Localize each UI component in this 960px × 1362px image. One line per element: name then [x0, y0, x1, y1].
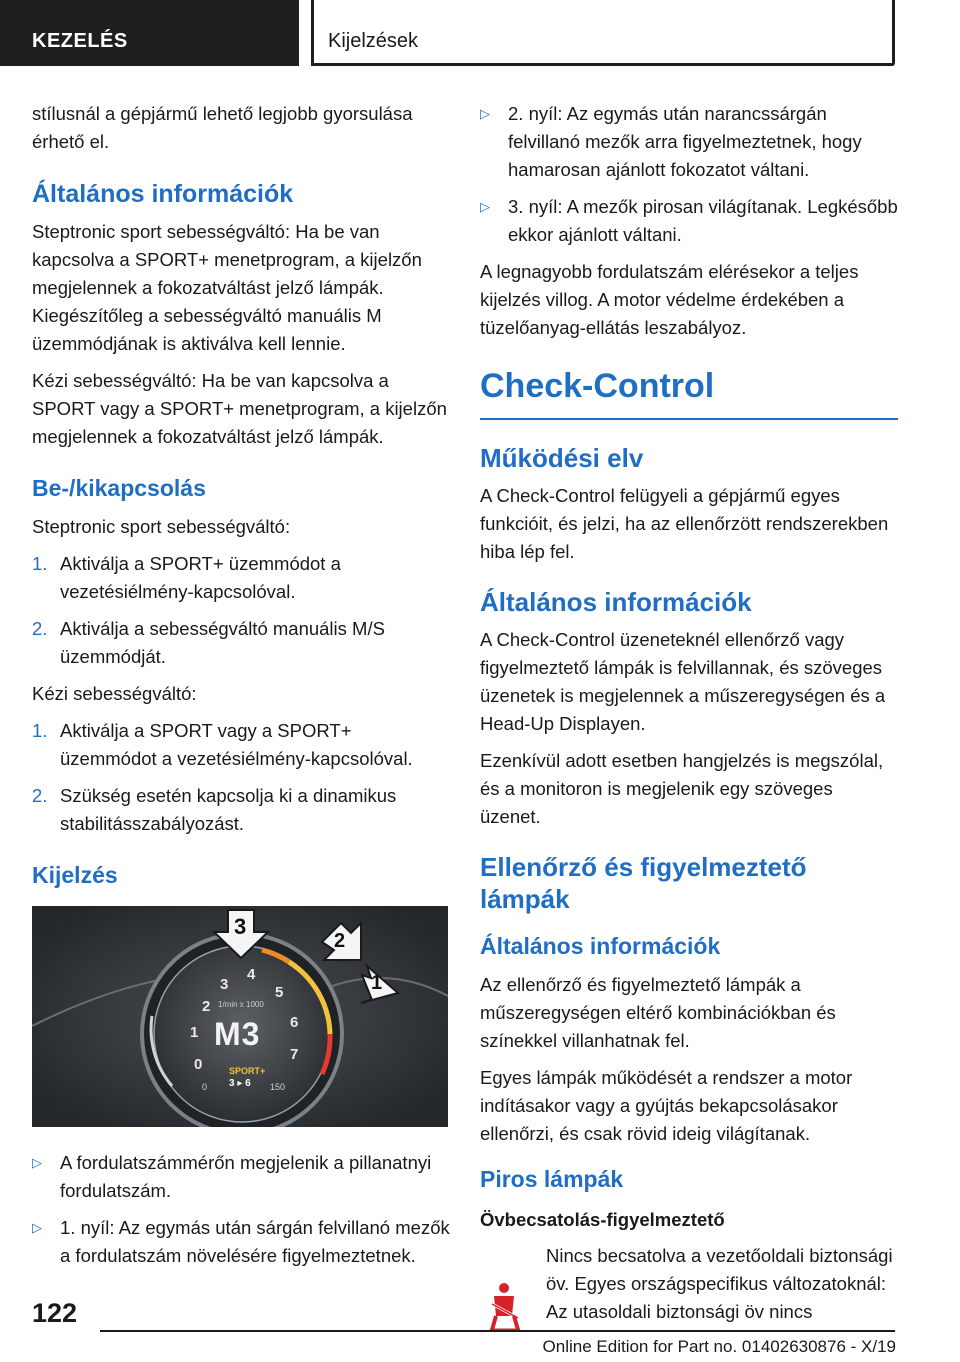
- arrow-label-1: 1: [371, 972, 383, 994]
- list-item: [32, 550, 450, 606]
- page-number: 122: [32, 1298, 78, 1328]
- general-paragraph-1: A Check-Control üzeneteknél ellenőrző vagy figyelmeztető lámpák is felvillannak, és szöveges üzenetek is megjelennek a műszeregységen és a Head-Up Displayen.: [480, 629, 886, 734]
- bullet-text: 3. nyíl: A mezők pirosan világítanak. Legkésőbb ekkor ajánlott váltani.: [508, 196, 898, 245]
- bullets-right: [480, 100, 898, 249]
- list-item: [480, 100, 898, 184]
- seatbelt-warning-icon: [480, 1242, 546, 1339]
- right-column: [480, 100, 898, 1339]
- speed-zero: 0: [202, 1082, 208, 1092]
- step-number: 2.: [32, 785, 48, 806]
- list-item: [480, 193, 898, 249]
- triangle-bullet-icon: ▷: [480, 199, 490, 214]
- section-tab: [0, 0, 299, 66]
- triangle-bullet-icon: ▷: [32, 1155, 42, 1170]
- bullet-text: A fordulatszámmérőn megjelenik a pillanatnyi fordulatszám.: [60, 1152, 432, 1201]
- step-number: 1.: [32, 720, 48, 741]
- gear-indicator: M3: [214, 1016, 261, 1052]
- gauge-tick-5: 5: [275, 984, 284, 1001]
- bullet-text: 2. nyíl: Az egymás után narancssárgán felvillanó mezők arra figyelmeztetnek, hogy hamarosan ajánlott fokozatot váltani.: [508, 103, 862, 180]
- heading-principle: Működési elv: [480, 443, 644, 473]
- speed-max: 150: [270, 1082, 286, 1092]
- gauge-tick-2: 2: [202, 998, 211, 1015]
- bullet-text: 1. nyíl: Az egymás után sárgán felvillanó mezők a fordulatszám növelésére figyelmeztetnek.: [60, 1217, 450, 1266]
- step-number: 1.: [32, 553, 48, 574]
- gauge-tick-6: 6: [290, 1014, 299, 1031]
- chapter-tab: [311, 0, 895, 66]
- steps-manual: [32, 717, 450, 838]
- steptronic-paragraph: Steptronic sport sebességváltó: Ha be van kapcsolva a SPORT+ menetprogram, a kijelzőn megjelennek a fokozatváltást jelző lámpák. Kiegészítőleg a sebességváltó manuális M üzemmódjának is aktiválva kell lennie.: [32, 221, 422, 354]
- steps-steptronic: [32, 550, 450, 671]
- gauge-tick-7: 7: [290, 1046, 299, 1063]
- arrow-label-2: 2: [334, 930, 346, 952]
- step-text: Szükség esetén kapcsolja ki a dinamikus stabilitásszabályozást.: [60, 785, 397, 834]
- heading-on-off: Be-/kikapcsolás: [32, 475, 206, 501]
- triangle-bullet-icon: ▷: [32, 1220, 42, 1235]
- drive-mode: SPORT+: [229, 1066, 266, 1076]
- heading-general-info-2: Általános információk: [480, 587, 752, 617]
- gauge-tick-0: 0: [194, 1056, 203, 1073]
- list-item: [32, 1149, 450, 1205]
- lamps-paragraph-2: Egyes lámpák működését a rendszer a motor indításakor vagy a gyújtás bekapcsolásakor ellenőrzi, és csak rövid ideig világítanak.: [480, 1067, 853, 1144]
- step-text: Aktiválja a SPORT vagy a SPORT+ üzemmódot a vezetésiélmény-kapcsolóval.: [60, 720, 413, 769]
- gauge-unit: 1/min x 1000: [218, 1000, 264, 1009]
- flash-paragraph: A legnagyobb fordulatszám elérésekor a teljes kijelzés villog. A motor védelme érdekében a tüzelőanyag-ellátás leszabályoz.: [480, 261, 859, 338]
- belt-warning-text: Nincs becsatolva a vezetőoldali biztonsági öv. Egyes országspecifikus változatoknál: Az utasoldali biztonsági öv nincs: [546, 1245, 893, 1322]
- section-title: KEZELÉS: [32, 30, 128, 52]
- gauge-tick-4: 4: [247, 966, 256, 983]
- manual-paragraph: Kézi sebességváltó: Ha be van kapcsolva a SPORT vagy a SPORT+ menetprogram, a kijelzőn megjelennek a fokozatváltást jelző lámpák.: [32, 370, 447, 447]
- footer-edition: Online Edition for Part no. 01402630876 - X/19: [542, 1337, 896, 1356]
- intro-paragraph: stílusnál a gépjármű lehető legjobb gyorsulása érhető el.: [32, 103, 413, 152]
- step-number: 2.: [32, 618, 48, 639]
- left-column: [32, 100, 450, 1279]
- gauge-tick-1: 1: [190, 1024, 199, 1041]
- footer-divider: [100, 1330, 895, 1332]
- step-text: Aktiválja a sebességváltó manuális M/S üzemmódját.: [60, 618, 385, 667]
- heading-general-info-3: Általános információk: [480, 933, 721, 959]
- chapter-title: Kijelzések: [328, 30, 419, 52]
- heading-belt-warning: Övbecsatolás-figyelmeztető: [480, 1209, 725, 1230]
- manual-label: Kézi sebességváltó:: [32, 683, 197, 704]
- heading-red-lamps: Piros lámpák: [480, 1166, 624, 1192]
- heading-lamps: Ellenőrző és figyelmeztető lámpák: [480, 852, 807, 914]
- general-paragraph-2: Ezenkívül adott esetben hangjelzés is megszólal, és a monitoron is megjelenik egy szöveges üzenet.: [480, 750, 884, 827]
- heading-general-info: Általános információk: [32, 180, 294, 208]
- shift-indicator: 3 ▸ 6: [229, 1078, 251, 1089]
- steptronic-label: Steptronic sport sebességváltó:: [32, 516, 291, 537]
- heading-display: Kijelzés: [32, 862, 118, 888]
- list-item: [32, 1214, 450, 1270]
- tachometer-illustration: [32, 906, 448, 1127]
- arrow-label-3: 3: [234, 914, 247, 939]
- triangle-bullet-icon: ▷: [480, 106, 490, 121]
- lamps-paragraph-1: Az ellenőrző és figyelmeztető lámpák a műszeregységen eltérő kombinációkban és színekkel villanhatnak fel.: [480, 974, 836, 1051]
- gauge-tick-3: 3: [220, 976, 229, 993]
- bullets-left: [32, 1149, 450, 1270]
- list-item: [32, 717, 450, 773]
- heading-check-control: Check-Control: [480, 364, 898, 420]
- list-item: [32, 782, 450, 838]
- belt-warning-row: [480, 1242, 898, 1339]
- step-text: Aktiválja a SPORT+ üzemmódot a vezetésiélmény-kapcsolóval.: [60, 553, 341, 602]
- list-item: [32, 615, 450, 671]
- principle-paragraph: A Check-Control felügyeli a gépjármű egyes funkcióit, és jelzi, ha az ellenőrzött rendszerekben hiba lép fel.: [480, 485, 889, 562]
